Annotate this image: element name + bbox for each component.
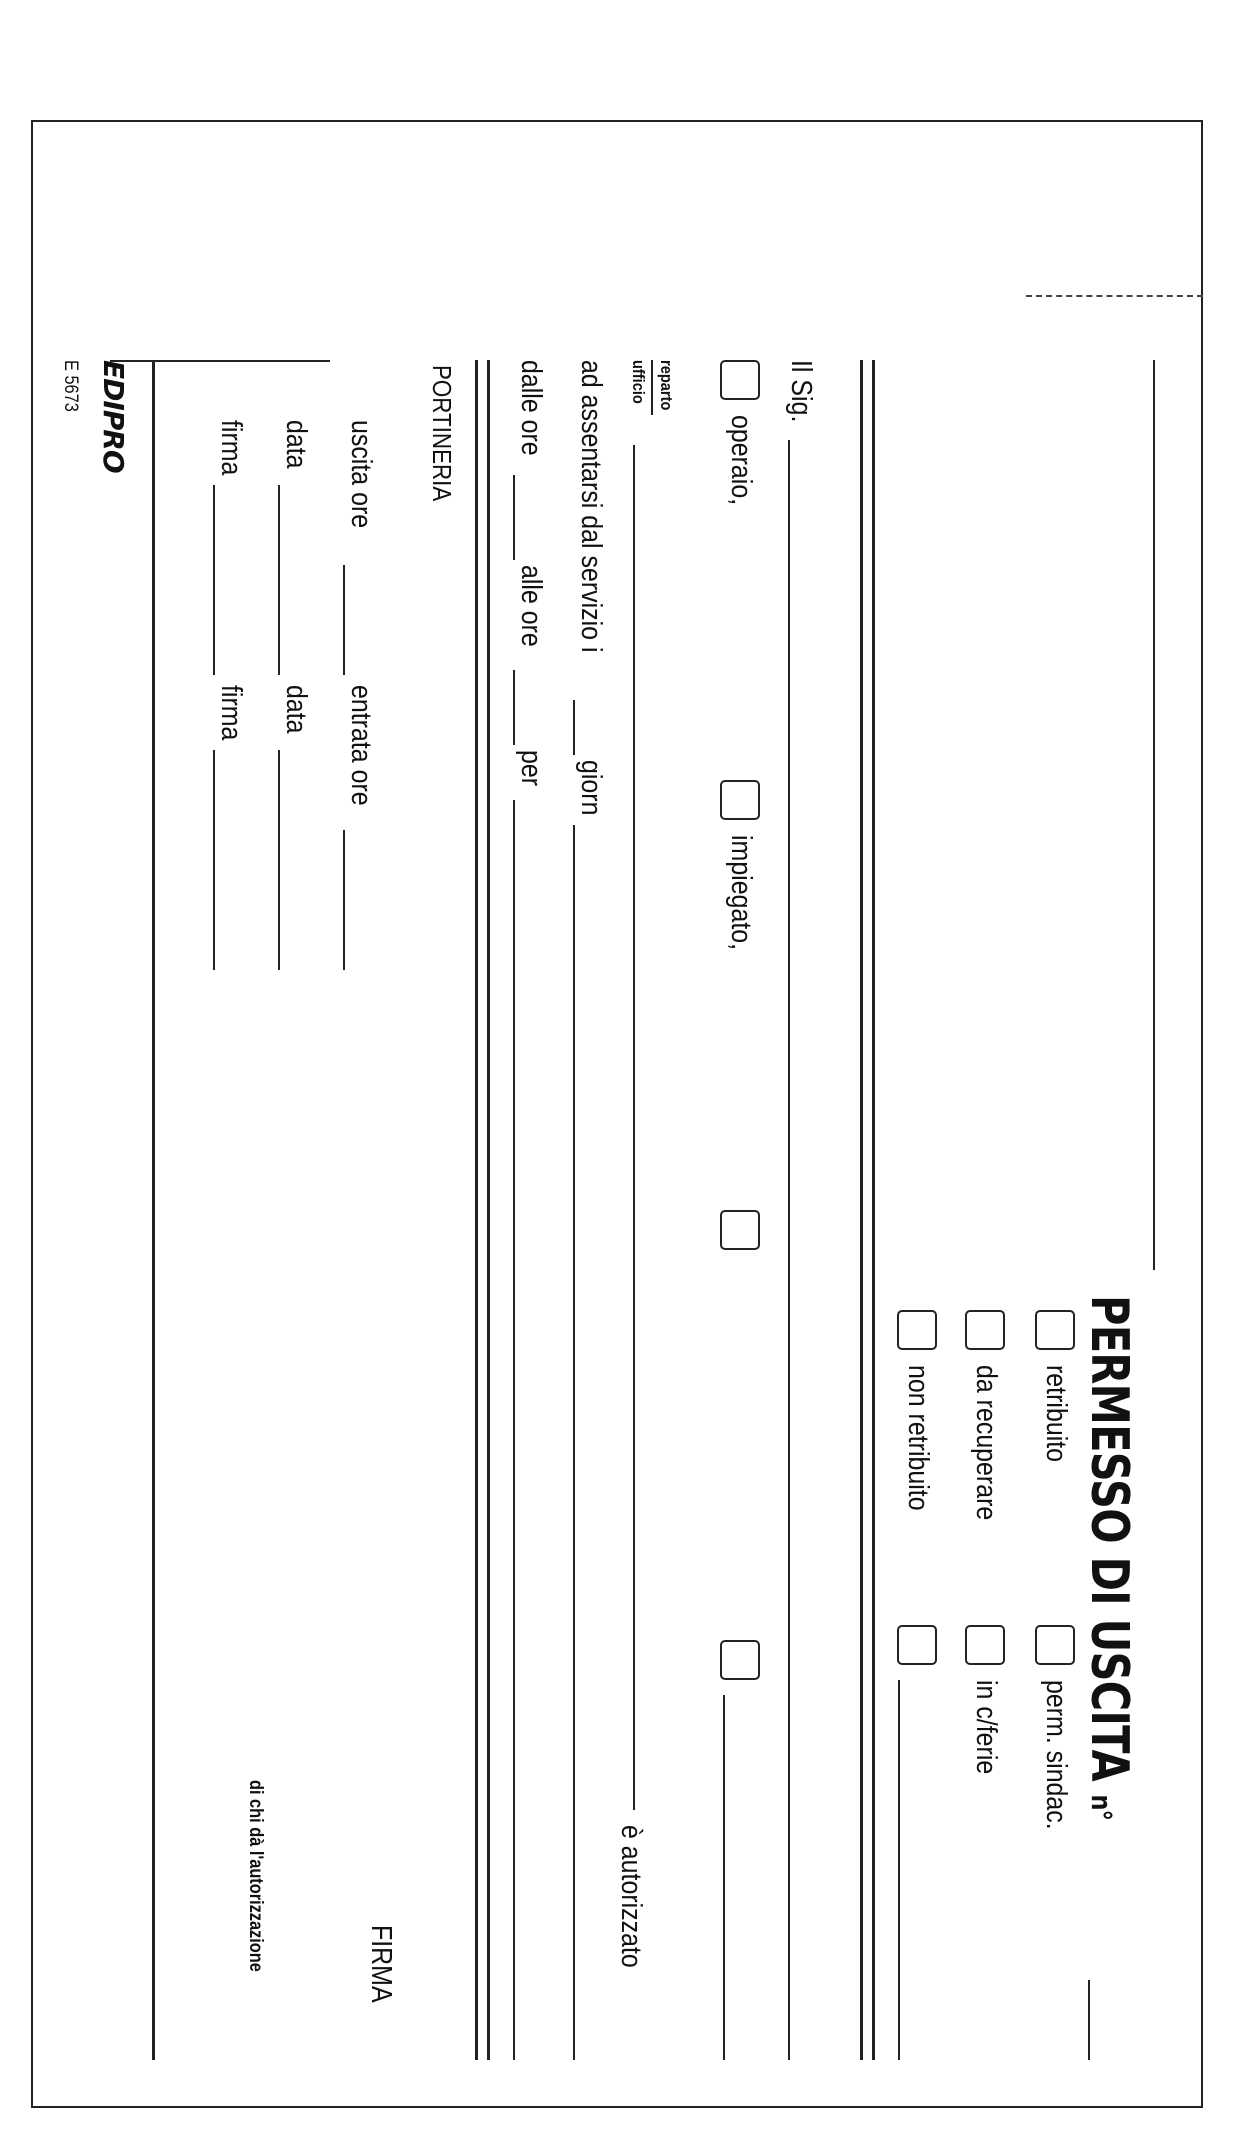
sig-label: Il Sig. bbox=[785, 360, 817, 423]
title-left-rule bbox=[1153, 360, 1155, 1270]
checkbox-other-role-2[interactable] bbox=[720, 1640, 760, 1680]
uscita-data-field[interactable] bbox=[278, 485, 280, 675]
uscita-ore-field[interactable] bbox=[343, 565, 345, 675]
sig-name-field[interactable] bbox=[788, 440, 790, 2060]
tear-off-line bbox=[1026, 295, 1203, 297]
per-reason-field[interactable] bbox=[513, 800, 515, 2060]
other-option-field[interactable] bbox=[898, 1680, 900, 2060]
checkbox-operaio[interactable] bbox=[720, 360, 760, 400]
firma-auth-subtitle: di chi dà l'autorizzazione bbox=[245, 1780, 266, 1972]
uscita-firma-label: firma bbox=[215, 420, 247, 476]
section-rule-top bbox=[872, 360, 875, 2060]
entrata-ore-field[interactable] bbox=[343, 830, 345, 970]
checkbox-in-cferie[interactable] bbox=[965, 1625, 1005, 1665]
dalle-ore-label: dalle ore bbox=[515, 360, 547, 456]
brand-logo: EDIPRO bbox=[97, 360, 130, 473]
reparto-ufficio-divider bbox=[651, 360, 653, 415]
bottom-rule bbox=[152, 360, 155, 2060]
autorizzato-label: è autorizzato bbox=[615, 1825, 647, 1968]
giorni-count-field[interactable] bbox=[573, 700, 575, 755]
ufficio-label: ufficio bbox=[629, 360, 648, 404]
checkbox-perm-sindac[interactable] bbox=[1035, 1625, 1075, 1665]
option-perm-sindac-label: perm. sindac. bbox=[1040, 1680, 1072, 1830]
uscita-data-label: data bbox=[280, 420, 312, 469]
reparto-label: reparto bbox=[657, 360, 676, 411]
uscita-ore-label: uscita ore bbox=[345, 420, 377, 529]
entrata-ore-label: entrata ore bbox=[345, 685, 377, 806]
dalle-ore-field[interactable] bbox=[513, 475, 515, 560]
reparto-field[interactable] bbox=[633, 445, 635, 1810]
entrata-data-field[interactable] bbox=[278, 750, 280, 970]
checkbox-da-recuperare[interactable] bbox=[965, 1310, 1005, 1350]
checkbox-impiegato[interactable] bbox=[720, 780, 760, 820]
firma-auth-title: FIRMA bbox=[365, 1925, 397, 2003]
form-number-field[interactable] bbox=[1088, 1980, 1090, 2060]
operaio-label: operaio, bbox=[725, 415, 757, 506]
checkbox-retribuito[interactable] bbox=[1035, 1310, 1075, 1350]
form-content bbox=[45, 360, 1175, 2060]
portineria-rule-top bbox=[487, 360, 490, 2060]
alle-ore-label: alle ore bbox=[515, 565, 547, 647]
entrata-data-label: data bbox=[280, 685, 312, 734]
entrata-firma-label: firma bbox=[215, 685, 247, 741]
alle-ore-field[interactable] bbox=[513, 670, 515, 745]
form-code: E 5673 bbox=[60, 360, 81, 412]
assentarsi-label: ad assentarsi dal servizio i bbox=[575, 360, 607, 653]
uscita-firma-field[interactable] bbox=[213, 485, 215, 675]
form-title: PERMESSO DI USCITA n° bbox=[1079, 1295, 1139, 1821]
option-retribuito-label: retribuito bbox=[1040, 1365, 1072, 1463]
checkbox-non-retribuito[interactable] bbox=[897, 1310, 937, 1350]
giorni-label: giorn bbox=[575, 760, 607, 816]
portineria-box-border bbox=[110, 360, 330, 362]
portineria-rule-bottom bbox=[475, 360, 478, 2060]
checkbox-other[interactable] bbox=[897, 1625, 937, 1665]
giorni-detail-field[interactable] bbox=[573, 825, 575, 2060]
option-non-retribuito-label: non retribuito bbox=[902, 1365, 934, 1511]
other-role-field[interactable] bbox=[723, 1695, 725, 2060]
per-label: per bbox=[515, 750, 547, 787]
impiegato-label: impiegato, bbox=[725, 835, 757, 951]
option-da-recuperare-label: da recuperare bbox=[970, 1365, 1002, 1521]
portineria-label: PORTINERIA bbox=[427, 365, 457, 502]
option-in-cferie-label: in c/ferie bbox=[970, 1680, 1002, 1775]
entrata-firma-field[interactable] bbox=[213, 750, 215, 970]
checkbox-other-role-1[interactable] bbox=[720, 1210, 760, 1250]
section-rule-bottom bbox=[860, 360, 863, 2060]
